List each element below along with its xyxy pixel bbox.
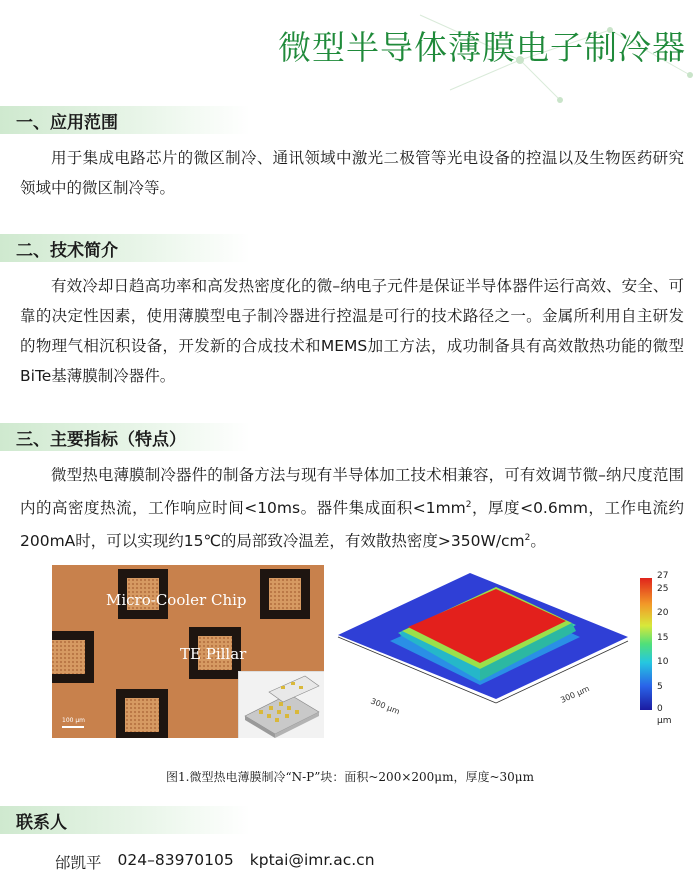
tech-paragraph: 有效冷却日趋高功率和高发热密度化的微–纳电子元件是保证半导体器件运行高效、安全、可靠的决定性因素，使用薄膜型电子制冷器进行控温是可行的技术路径之一。金属所利用自主研发的物理气相沉积设备，开发新的合成技术和MEMS加工方法，成功制备具有高效散热功能的微型BiTe基薄膜制冷器件。	[20, 277, 684, 385]
axis-label-a: 300 μm	[369, 696, 402, 717]
colorbar-tick: 27	[657, 571, 669, 581]
colorbar-tick: 0	[657, 704, 663, 714]
chip-pillar	[116, 689, 168, 738]
contact-email[interactable]: kptai@imr.ac.cn	[249, 851, 375, 869]
specs-text-3: 。	[530, 532, 546, 551]
contact-name: 邰凯平	[55, 854, 102, 872]
colorbar-tick: 15	[657, 633, 669, 643]
colorbar-tick: 20	[657, 608, 669, 618]
chip-pillar	[52, 631, 94, 683]
chip-label: Micro-Cooler Chip	[106, 591, 247, 609]
section-heading-label: 三、主要指标（特点）	[16, 429, 186, 450]
colorbar	[640, 578, 652, 710]
section-heading-label: 二、技术简介	[16, 240, 118, 261]
section-heading-specs	[0, 423, 186, 451]
section-heading-application	[0, 106, 118, 134]
application-paragraph: 用于集成电路芯片的微区制冷、通讯领域中激光二极管等光电设备的控温以及生物医药研究领域中的微区制冷等。	[20, 149, 684, 197]
section-heading-label: 联系人	[16, 812, 67, 833]
section-heading-label: 一、应用范围	[16, 112, 118, 133]
specs-paragraph	[20, 460, 684, 556]
scale-bar-label: 100 μm	[62, 717, 86, 724]
colorbar-tick: 5	[657, 682, 663, 692]
figure-caption: 图1.微型热电薄膜制冷“N-P”块：面积~200×200μm，厚度~30μm	[166, 770, 534, 784]
specs-text-1: 微型热电薄膜制冷器件的制备方法与现有半导体加工技术相兼容，可有效调节微–纳尺度范围内的高密度热流，工作响应时间<10ms。器件集成面积<1mm	[20, 466, 684, 518]
section-heading-tech	[0, 234, 118, 262]
colorbar-unit: μm	[657, 716, 672, 726]
superscript: 2	[524, 533, 531, 544]
superscript: 2	[465, 500, 472, 510]
chip-pillar	[260, 569, 310, 619]
specs-text-2: ，厚度<0.6mm，工作电流约200mA时，可以实现约15℃的局部致冷温差，有效散热密度>350W/cm	[20, 499, 685, 551]
pillar-label: TE Pillar	[180, 645, 247, 663]
colorbar-tick: 25	[657, 584, 669, 594]
device-schematic-inset	[238, 671, 324, 738]
axis-label-b: 300 μm	[559, 684, 591, 705]
surface-profile-3d	[330, 565, 630, 745]
contact-info	[55, 851, 375, 873]
page-title: 微型半导体薄膜电子制冷器	[278, 28, 686, 67]
micrograph-image	[52, 565, 324, 738]
colorbar-tick: 10	[657, 657, 669, 667]
section-heading-contact	[0, 806, 67, 834]
contact-phone: 024–83970105	[117, 851, 234, 869]
scale-bar	[62, 717, 85, 728]
